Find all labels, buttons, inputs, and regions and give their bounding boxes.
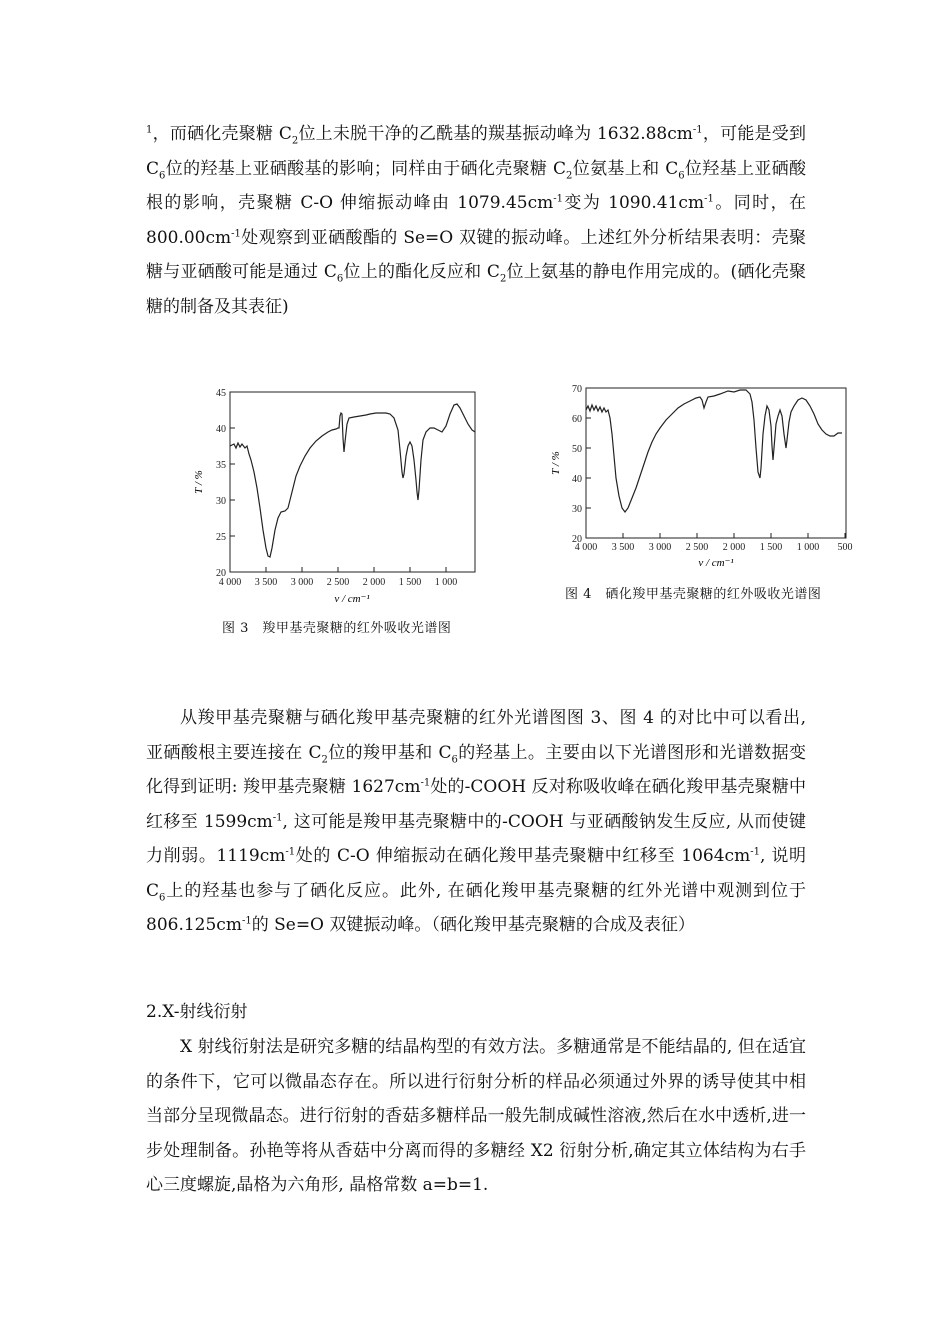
figure-4-xtick-2: 3 000 [648, 542, 672, 553]
figure-3-frame [230, 392, 475, 572]
figure-4-xtick-1: 3 500 [611, 542, 635, 553]
figure-3-xtick-4: 2 000 [362, 577, 386, 588]
figure-4-ytick-5: 70 [572, 384, 582, 395]
figure-3-xtick-3: 2 500 [326, 577, 350, 588]
figure-3-spectrum-line [230, 404, 475, 557]
figure-3-ytick-0: 20 [216, 568, 226, 579]
figure-3-ytick-1: 25 [216, 532, 226, 543]
paragraph-ir-comparison: 从羧甲基壳聚糖与硒化羧甲基壳聚糖的红外光谱图图 3、图 4 的对比中可以看出, 亚硒酸根主要连接在 $C_2$位的羧甲基和 $C_6$的羟基上。主要由以下光谱图形和光谱数据变化得到证明: 羧甲基壳聚糖 $1627cm^{-1}$处的-COOH 反对称吸收峰在硒化羧甲基壳聚糖中红移至 $1599cm^{-1}$, 这可能是羧甲基壳聚糖中的-COOH 与亚硒酸钠发生反应, 从而使键力削弱。$1119cm^{-1}$处的 C-O 伸缩振动在硒化羧甲基壳聚糖中红移至 $1064cm^{-1}$, 说明 $C_6$上的羟基也参与了硒化反应。此外, 在硒化羧甲基壳聚糖的红外光谱中观测到位于 $806.125cm^{-1}$的 Se=O 双键振动峰。（硒化羧甲基壳聚糖的合成及表征） [146, 708, 807, 935]
figure-3-y-ticks [230, 392, 446, 572]
figure-4-spectrum [548, 378, 858, 583]
figure-4-caption: 图 4 硒化羧甲基壳聚糖的红外吸收光谱图 [565, 587, 822, 602]
figure-4-xlabel: ν / cm⁻¹ [698, 557, 734, 569]
figure-3-xtick-0: 4 000 [218, 577, 242, 588]
figure-3-xtick-5: 1 500 [398, 577, 422, 588]
figure-4-spectrum-line [586, 390, 842, 512]
figure-3-xlabel: ν / cm⁻¹ [334, 593, 370, 605]
figure-4-ytick-3: 50 [572, 444, 582, 455]
figure-4-frame [586, 388, 846, 538]
figure-3-ylabel: T / % [193, 470, 205, 494]
figure-4-xtick-3: 2 500 [685, 542, 709, 553]
paragraph-chitosan-ir: $^1$，而硒化壳聚糖 $C_2$位上未脱干净的乙酰基的羰基振动峰为 $1632.88cm^{-1}$，可能是受到 $C_6$位的羟基上亚硒酸基的影响；同样由于硒化壳聚糖 $C_2$位氨基上和 $C_6$位羟基上亚硒酸根的影响，壳聚糖 C-O 伸缩振动峰由 $1079.45cm^{-1}$变为 $1090.41cm^{-1}$。同时，在 $800.00cm^{-1}$处观察到亚硒酸酯的 Se=O 双键的振动峰。上述红外分析结果表明：壳聚糖与亚硒酸可能是通过 $C_6$位上的酯化反应和 $C_2$位上氨基的静电作用完成的。(硒化壳聚糖的制备及其表征) [146, 124, 807, 317]
figure-4-xtick-7: 500 [837, 542, 853, 553]
paragraph-xrd: X 射线衍射法是研究多糖的结晶构型的有效方法。多糖通常是不能结晶的, 但在适宜的条件下，它可以微晶态存在。所以进行衍射分析的样品必须通过外界的诱导使其中相当部分呈现微晶态。进行衍射的香菇多糖样品一般先制成碱性溶液,然后在水中透析,进一步处理制备。孙艳等将从香菇中分离而得的多糖经 X2 衍射分析,确定其立体结构为右手心三度螺旋,晶格为六角形, 晶格常数 a=b=1. [146, 1037, 806, 1195]
figure-4-xtick-4: 2 000 [722, 542, 746, 553]
figure-3-xtick-2: 3 000 [290, 577, 314, 588]
figure-4-ytick-4: 60 [572, 414, 582, 425]
figure-3-ytick-3: 35 [216, 460, 226, 471]
figure-3-xtick-1: 3 500 [254, 577, 278, 588]
figure-4-xtick-0: 4 000 [574, 542, 598, 553]
figure-3-caption: 图 3 羧甲基壳聚糖的红外吸收光谱图 [222, 621, 452, 636]
figure-4-ytick-2: 40 [572, 474, 582, 485]
figure-4-ticks [586, 388, 845, 538]
section-heading-xrd: 2.X-射线衍射 [146, 1002, 248, 1022]
figure-3-ytick-5: 45 [216, 388, 226, 399]
figure-4-ytick-1: 30 [572, 504, 582, 515]
figure-4-xtick-6: 1 000 [796, 542, 820, 553]
figure-3 [190, 380, 490, 614]
figure-4 [548, 378, 858, 587]
figure-3-spectrum [190, 380, 490, 610]
figure-3-ytick-2: 30 [216, 496, 226, 507]
figure-3-ytick-4: 40 [216, 424, 226, 435]
figure-4-xtick-5: 1 500 [759, 542, 783, 553]
figure-3-xtick-6: 1 000 [434, 577, 458, 588]
figure-4-ylabel: T / % [550, 451, 562, 475]
figure-4-ytick-0: 20 [572, 534, 582, 545]
